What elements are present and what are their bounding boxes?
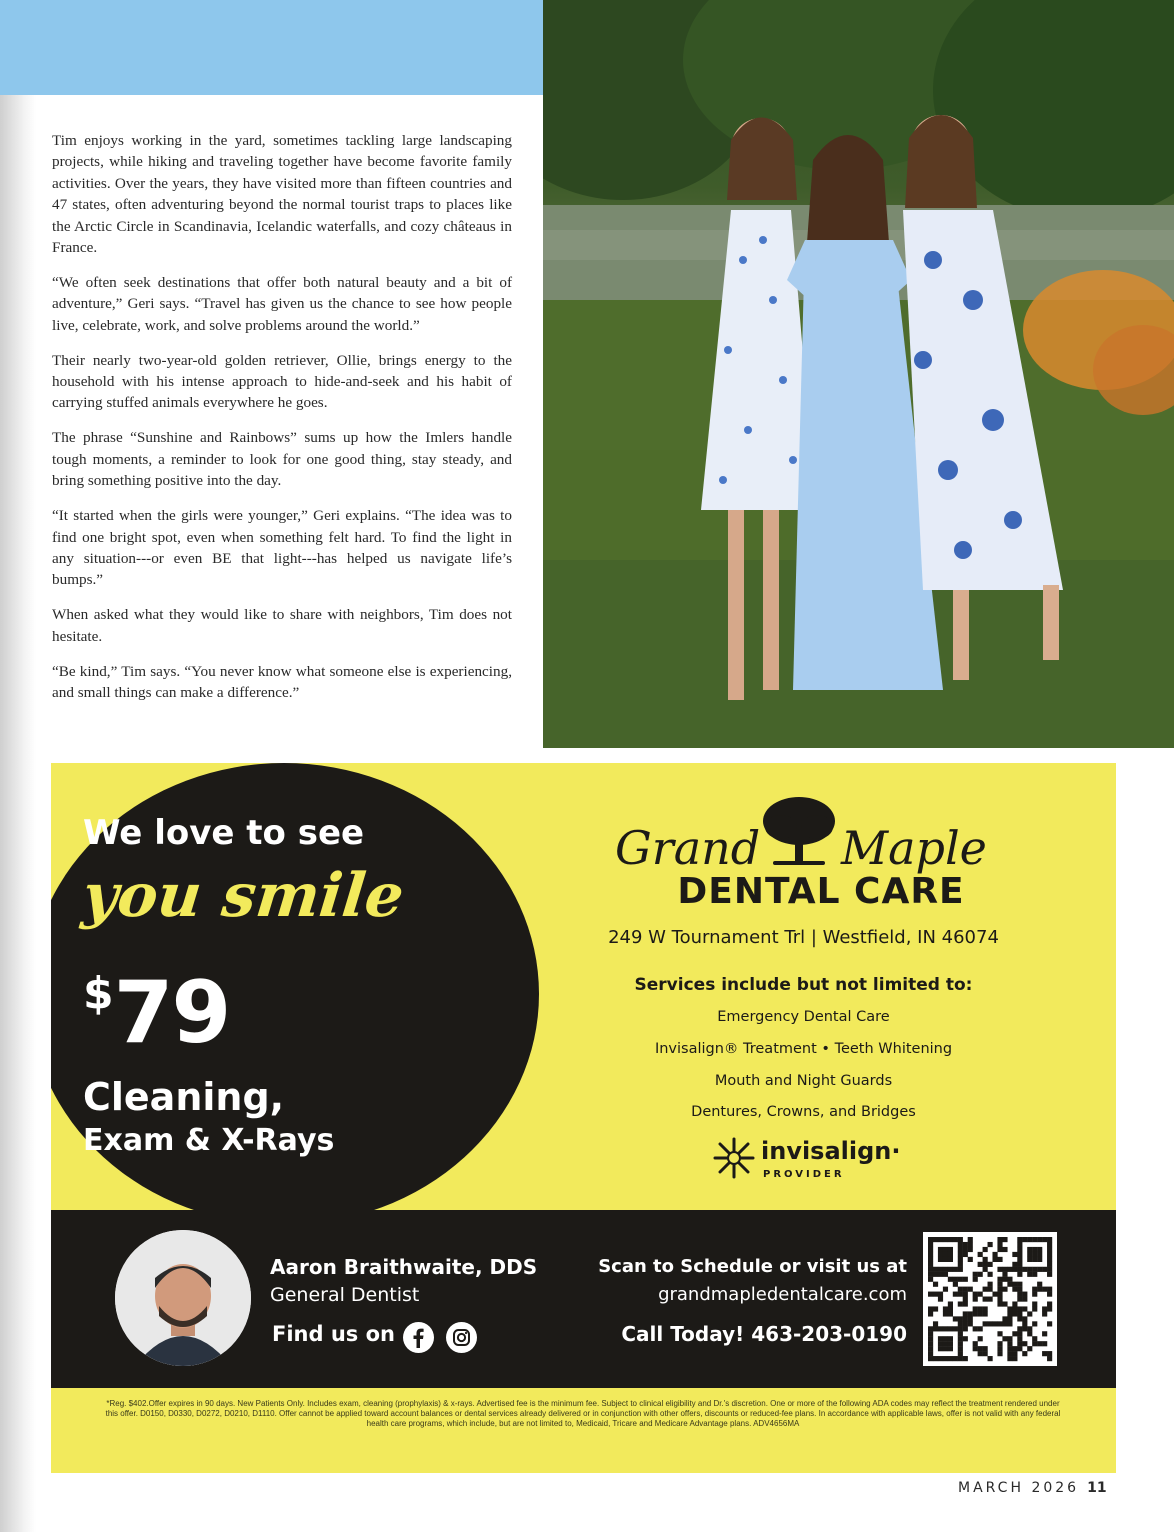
invisalign-provider-label: PROVIDER: [763, 1169, 845, 1180]
invisalign-wordmark: invisalign·: [761, 1137, 901, 1165]
article-paragraph: Their nearly two-year-old golden retriever, Ollie, brings energy to the household with his intense approach to hide-and-seek and his habit of carrying stuffed animals everywhere he goes.: [52, 351, 512, 412]
tree-logo-icon: [759, 793, 839, 873]
price-symbol: $: [83, 968, 114, 1019]
brand-word-grand: Grand: [615, 821, 761, 875]
family-photo: [543, 0, 1174, 748]
top-color-band: [0, 0, 543, 95]
photo-illustration: [543, 0, 1174, 748]
offer-cleaning: Cleaning,: [83, 1075, 285, 1119]
article-paragraph: “We often seek destinations that offer both natural beauty and a bit of adventure,” Geri says. “Travel has given us the chance to see how people live, celebrate, work, and solve problems around the world.”: [52, 273, 512, 334]
instagram-icon[interactable]: [446, 1322, 477, 1353]
qr-code[interactable]: [923, 1232, 1057, 1366]
article-paragraph: When asked what they would like to share with neighbors, Tim does not hesitate.: [52, 606, 512, 645]
practice-address: 249 W Tournament Trl | Westfield, IN 46074: [608, 927, 999, 948]
headline-love: We love to see: [83, 813, 365, 853]
service-item: Invisalign® Treatment • Teeth Whitening: [654, 1041, 953, 1057]
article-paragraph: Tim enjoys working in the yard, sometimes tackling large landscaping projects, while hiking and traveling together have become favorite family activities. Over the years, they have visited more than fifteen countries and 47 states, often adventuring beyond the normal tourist traps to places like the Arctic Circle in Scandinavia, Icelandic waterfalls, and cozy châteaus in France.: [52, 132, 512, 257]
offer-disclaimer: *Reg. $402.Offer expires in 90 days. New Patients Only. Includes exam, cleaning (prophylaxis) & x-rays. Advertised fee is the minimum fee. Subject to clinical eligibility and Dr.'s discretion. One or more of the following ADA codes may reflect the treatment rendered under this offer. D0150, D0330, D0272, D0210, D1110. Offer cannot be applied toward account balances or dental services already delivered or in conjunction with other offers, discounts or reduced-fee plans. In accordance with applicable laws, offer is not valid with any federal health care programs, which include, but are not limited to, Medicaid, Tricare and Medicare Advantage plans. ADV4656MA: [105, 1399, 1061, 1428]
website-link[interactable]: grandmapledentalcare.com: [658, 1284, 907, 1305]
dentist-title: General Dentist: [270, 1284, 420, 1306]
find-us-label: Find us on: [272, 1322, 395, 1346]
brand-word-maple: Maple: [841, 821, 987, 875]
article-paragraph: The phrase “Sunshine and Rainbows” sums up how the Imlers handle tough moments, a reminder to look for one good thing, stay steady, and bring something positive into the day.: [52, 429, 512, 490]
invisalign-provider-badge: [711, 1135, 911, 1185]
headline-smile: you smile: [79, 861, 408, 931]
scan-to-schedule: Scan to Schedule or visit us at: [598, 1256, 907, 1277]
service-item: Mouth and Night Guards: [714, 1073, 893, 1089]
dentist-avatar: [115, 1230, 251, 1366]
page-footer: [958, 1480, 1107, 1496]
price-amount: 79: [113, 963, 230, 1063]
offer-circle: [51, 763, 539, 1225]
article-paragraph: “Be kind,” Tim says. “You never know what someone else is experiencing, and small things can make a difference.”: [52, 662, 512, 701]
dental-advertisement: [51, 763, 1116, 1473]
offer-price: [83, 963, 483, 1063]
offer-exam: Exam & X-Rays: [83, 1123, 335, 1158]
page-number: 11: [1087, 1480, 1107, 1496]
article-body: [52, 130, 512, 717]
service-item: Emergency Dental Care: [717, 1009, 890, 1025]
brand-dental-care: DENTAL CARE: [677, 871, 965, 912]
brand-logo: [591, 793, 1051, 913]
services-heading: Services include but not limited to:: [634, 975, 973, 995]
facebook-icon[interactable]: [403, 1322, 434, 1353]
service-item: Dentures, Crowns, and Bridges: [691, 1104, 916, 1120]
contact-bar: [51, 1210, 1116, 1388]
dentist-name: Aaron Braithwaite, DDS: [270, 1255, 538, 1279]
article-paragraph: “It started when the girls were younger,” Geri explains. “The idea was to find one bright spot, even when something felt hard. To find the light in any situation---or even BE that light---has helped us navigate life’s bumps.”: [52, 507, 512, 589]
call-phone[interactable]: Call Today! 463-203-0190: [621, 1322, 907, 1346]
invisalign-star-icon: [711, 1135, 757, 1181]
issue-date: MARCH 2026: [958, 1480, 1080, 1496]
page-gutter-shadow: [0, 0, 36, 1532]
